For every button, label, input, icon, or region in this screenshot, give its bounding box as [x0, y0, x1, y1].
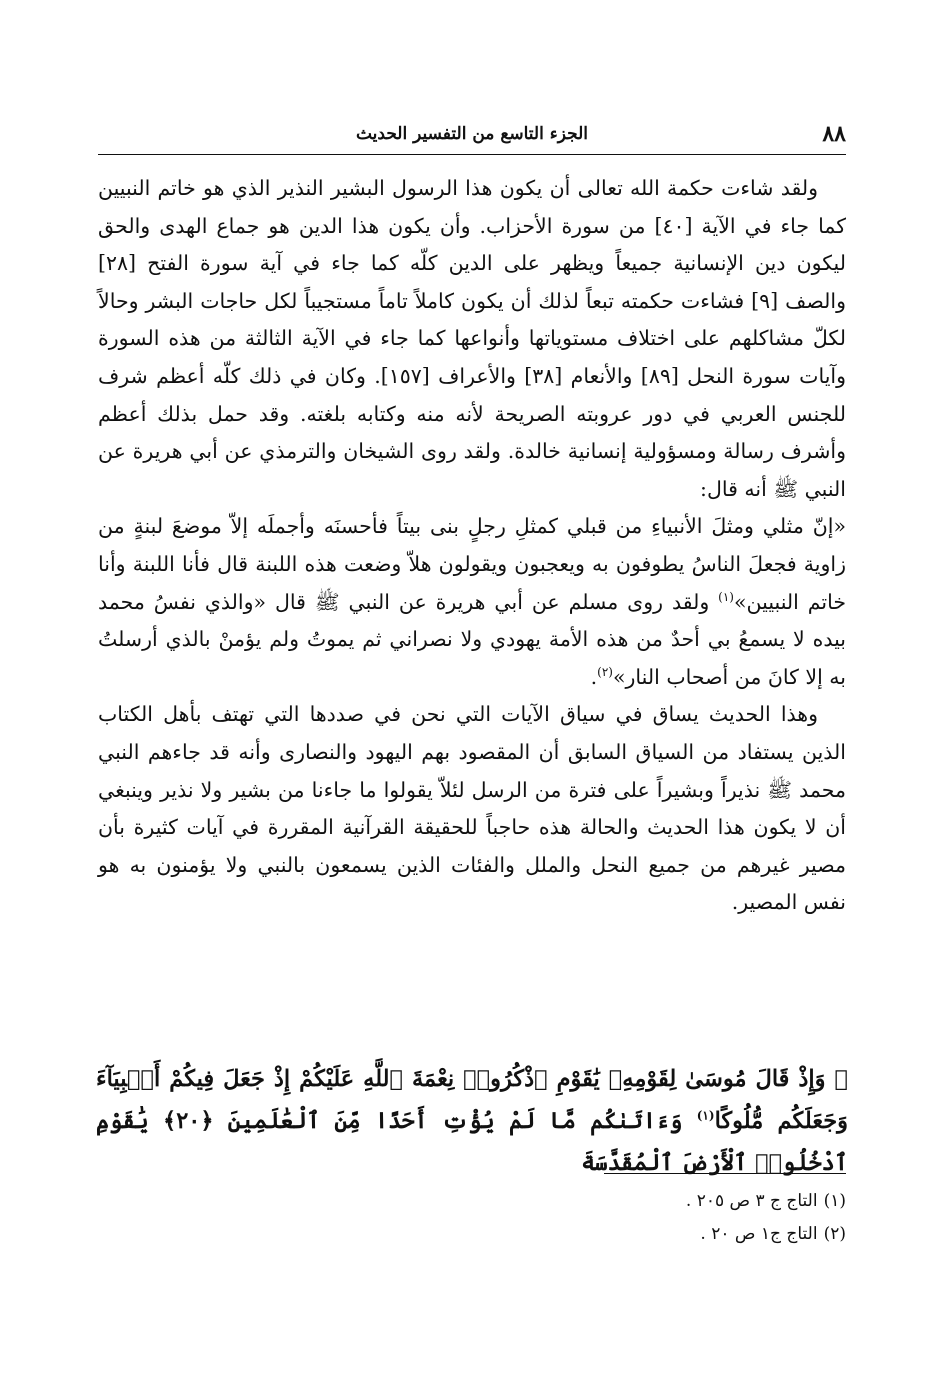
- footnote-number: (١): [823, 1191, 846, 1211]
- footnote-marker: (١): [696, 1108, 715, 1123]
- footnote: [446, 1218, 846, 1251]
- footnote-number: (٢): [823, 1224, 846, 1244]
- page-number: ٨٨: [822, 121, 846, 147]
- paragraph: [98, 170, 846, 508]
- main-text: [98, 170, 846, 922]
- footnote-marker: (٢): [597, 664, 613, 679]
- verse-text: ﴿ وَإِذْ قَالَ مُوسَىٰ لِقَوْمِهِۦ يَٰقَوْمِ ٱذْكُرُوا۟ نِعْمَةَ ٱللَّهِ عَلَيْكُمْ إِذْ جَعَلَ فِيكُمْ أَنۢبِيَآءَ وَجَعَلَكُم مُّلُوكًا: [96, 1066, 848, 1134]
- footnote-text: التاج ج ٣ ص ٢٠٥ .: [685, 1191, 818, 1211]
- page-header: [98, 118, 846, 155]
- quran-verse: [96, 1058, 848, 1184]
- footnote-divider: [604, 1173, 846, 1174]
- footnote-text: التاج ج١ ص ٢٠ .: [700, 1224, 818, 1244]
- paragraph-text: وهذا الحديث يساق في سياق الآيات التي نحن في صددها التي تهتف بأهل الكتاب الذين يستفاد من السياق السابق أن المقصود بهم اليهود والنصارى وأنه قد جاءهم النبي محمد ﷺ نذيراً وبشيراً على فترة من الرسل لئلاّ يقولوا ما جاءنا من بشير ولا نذير وينبغي أن لا يكون هذا الحديث والحالة هذه حاجباً للحقيقة القرآنية المقررة في آيات كثيرة بأن مصير غيرهم من جميع النحل والملل والفئات الذين يسمعون بالنبي ولا يؤمنون به هو نفس المصير.: [98, 702, 846, 915]
- footnotes: [446, 1185, 846, 1251]
- hadith-paragraph: [98, 508, 846, 696]
- hadith-quote: «إنّ مثلي ومثلَ الأنبياءِ من قبلي كمثلِ رجلٍ بنى بيتاً فأحسنَه وأجملَه إلاّ موضعَ لبنةٍ من زاوية فجعلَ الناسُ يطوفون به ويعجبون ويقولون هلاّ وضعت هذه اللبنة قال فأنا اللبنة وأنا خاتم النبيين»: [98, 514, 847, 614]
- hadith-quote: «والذي نفسُ محمد بيده لا يسمعُ بي أحدٌ من هذه الأمة يهودي ولا نصراني ثم يموتُ ولم يؤمنْ بالذي أرسلتُ به إلا كانَ من أصحاب النار»: [98, 589, 846, 689]
- footnote-marker: (١): [718, 589, 734, 604]
- paragraph-text: ولقد شاءت حكمة الله تعالى أن يكون هذا الرسول البشير النذير الذي هو خاتم النبيين كما جاء في الآية [٤٠] من سورة الأحزاب. وأن يكون هذا الدين هو جماع الهدى والحق ليكون دين الإنسانية جميعاً ويظهر على الدين كلّه كما جاء في آية سورة الفتح [٢٨] والصف [٩] فشاءت حكمته تبعاً لذلك أن يكون كاملاً تاماً مستجيباً لكل حاجات البشر وحالاً لكلّ مشاكلهم على اختلاف مستوياتها وأنواعها كما جاء في الآية الثالثة من هذه السورة وآيات سورة النحل [٨٩] والأنعام [٣٨] والأعراف [١٥٧]. وكان في ذلك كلّه أعظم شرف للجنس العربي في دور عروبته الصريحة لأنه منه وكتابه بلغته. وقد حمل بذلك أعظم وأشرف رسالة ومسؤولية إنسانية خالدة. ولقد روى الشيخان والترمذي عن أبي هريرة عن النبي ﷺ أنه قال:: [98, 176, 847, 501]
- footnote: [446, 1185, 846, 1218]
- verse-text: وَءَاتَىٰكُم مَّا لَمْ يُؤْتِ أَحَدًا مِّنَ ٱلْعَٰلَمِينَ ﴿٢٠﴾ يَٰقَوْمِ ٱدْخُلُوا۟ ٱلْأَرْضَ ٱلْمُقَدَّسَةَ: [96, 1108, 848, 1176]
- paragraph: [98, 696, 846, 922]
- running-title: الجزء التاسع من التفسير الحديث: [355, 124, 588, 144]
- period: .: [590, 664, 598, 689]
- hadith-intro: ولقد روى مسلم عن أبي هريرة عن النبي ﷺ قال: [266, 589, 719, 614]
